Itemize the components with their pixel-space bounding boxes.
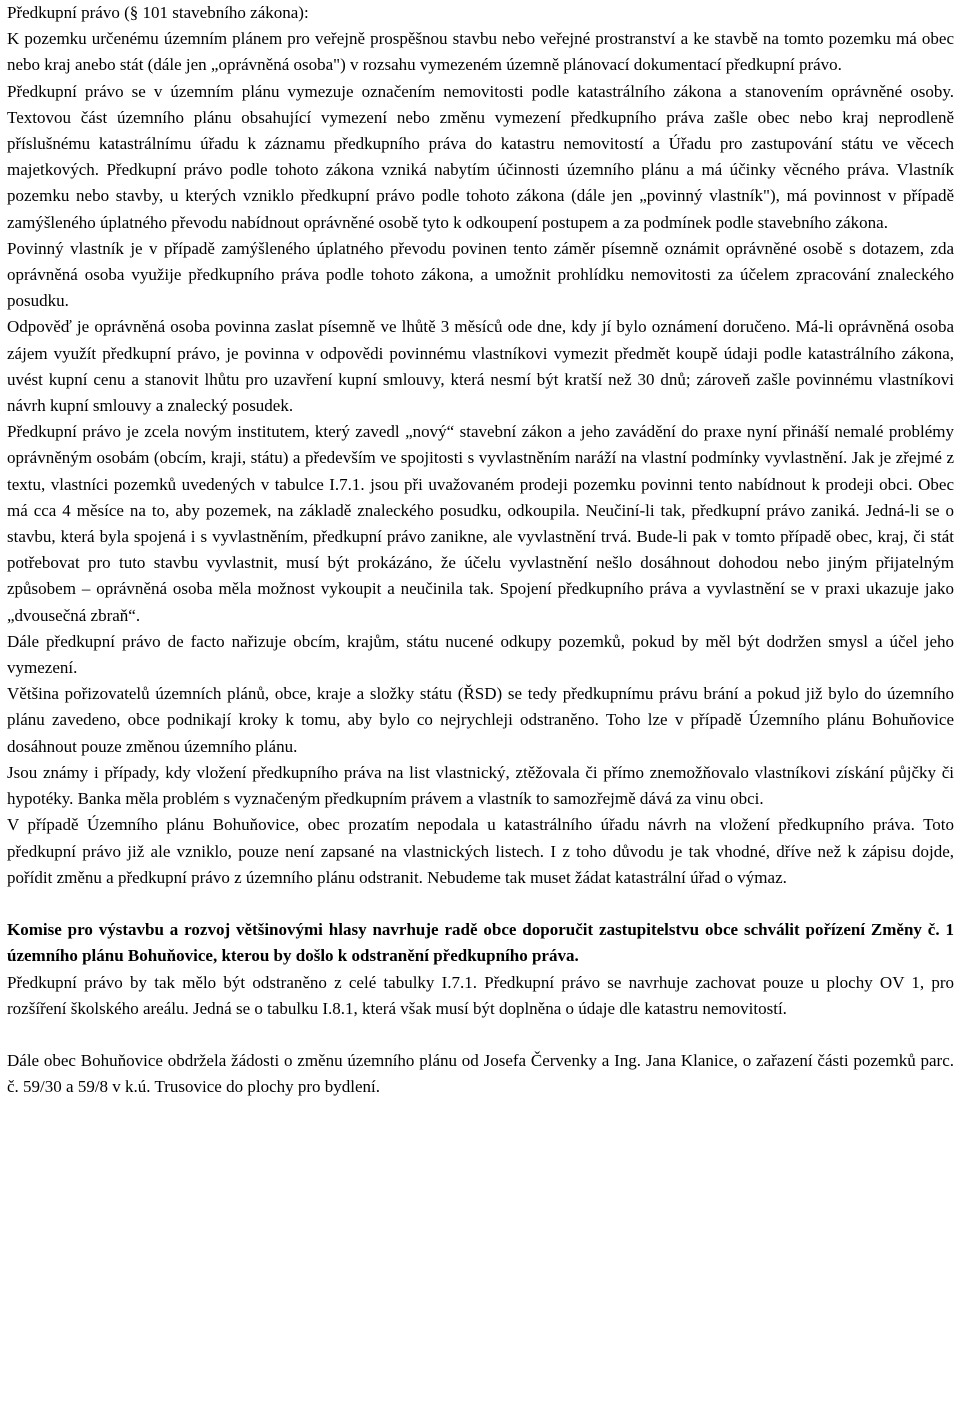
- paragraph-loan-cases: Jsou známy i případy, kdy vložení předkupního práva na list vlastnický, ztěžovala či přímo znemožňovalo vlastníkovi získání půjčky či hypotéky. Banka měla problém s vyznačeným předkupním právem a vlastník to samozřejmě dává za vinu obci.: [7, 762, 954, 809]
- paragraph-gap: [7, 891, 954, 917]
- paragraph-registration: Předkupní právo se v územním plánu vymezuje označením nemovitosti podle katastrálního zákona a stanovením oprávněné osoby. Textovou část územního plánu obsahující vymezení nebo změnu vymezení předkupního práva zašle obec nebo kraj neprodleně příslušnému katastrálnímu úřadu k záznamu předkupního práva do katastru nemovitostí a Úřadu pro zastupování státu ve věcech majetkových. Předkupní právo podle tohoto zákona vzniká nabytím účinnosti územního plánu a má účinky věcného práva. Vlastník pozemku nebo stavby, u kterých vzniklo předkupní právo podle tohoto zákona (dále jen „povinný vlastník"), má povinnost v případě zamýšleného úplatného převodu nabídnout oprávněné osobě tyto k odkoupení postupem a za podmínek podle stavebního zákona.: [7, 81, 954, 232]
- heading-citation: § 101 stavebního zákona):: [129, 3, 309, 22]
- heading-title: Předkupní právo (: [7, 3, 130, 22]
- paragraph-owner-obligation: Povinný vlastník je v případě zamýšleného úplatného převodu povinen tento záměr písemně oznámit oprávněné osobě s dotazem, zda oprávněná osoba využije předkupního práva podle tohoto zákona, a umožnit prohlídku nemovitosti za účelem zpracování znaleckého posudku.: [7, 238, 954, 311]
- paragraph-definition: K pozemku určenému územním plánem pro veřejně prospěšnou stavbu nebo veřejné prostranství a ke stavbě na tomto pozemku má obec nebo kraj anebo stát (dále jen „oprávněná osoba") v rozsahu vymezeném územně plánovací dokumentací předkupní právo.: [7, 29, 954, 75]
- paragraph-bohunovice-case: V případě Územního plánu Bohuňovice, obec prozatím nepodala u katastrálního úřadu návrh na vložení předkupního práva. Toto předkupní právo již ale vzniklo, pouze není zapsané na vlastnických listech. I z toho důvodu je tak vhodné, dříve než k zápisu dojde, pořídit změnu a předkupní právo z územního plánu odstranit. Nebudeme tak muset žádat katastrální úřad o výmaz.: [7, 815, 954, 887]
- paragraph-table-removal: Předkupní právo by tak mělo být odstraněno z celé tabulky I.7.1. Předkupní právo se navrhuje zachovat pouze u plochy OV 1, pro rozšíření školského areálu. Jedná se o tabulku I.8.1, která však musí být doplněna o údaje dle katastru nemovitostí.: [7, 972, 954, 1018]
- committee-recommendation: Komise pro výstavbu a rozvoj většinovými hlasy navrhuje radě obce doporučit zastupitelstvu obce schválit pořízení Změny č. 1 územního plánu Bohuňovice, kterou by došlo k odstranění předkupního práva.: [7, 920, 954, 966]
- section-heading: [7, 0, 954, 26]
- paragraph-new-institute: Předkupní právo je zcela novým institutem, který zavedl „nový“ stavební zákon a jeho zavádění do praxe nyní přináší nemalé problémy oprávněným osobám (obcím, kraji, státu) a především ve spojitosti s vyvlastněním naráží na vlastní podmínky vyvlastnění. Jak je zřejmé z textu, vlastníci pozemků uvedených v tabulce I.7.1. jsou při uvažovaném prodeji pozemku povinni tento nabídnout k prodeji obci. Obec má cca 4 měsíce na to, aby pozemek, na základě znaleckého posudku, odkoupila. Neučiní-li tak, předkupní právo zaniká. Jedná-li se o stavbu, která byla spojená i s vyvlastněním, předkupní právo zanikne, ale vyvlastnění trvá. Bude-li pak v tomto případě obec, kraj, či stát potřebovat pro tuto stavbu vyvlastnit, musí být prokázáno, že účelu vyvlastnění nešlo dosáhnout dohodou nebo jiným přijatelným způsobem – oprávněná osoba měla možnost vykoupit a neučinila tak. Spojení předkupního práva a vyvlastnění se v praxi ukazuje jako „dvousečná zbraň“.: [7, 422, 954, 625]
- paragraph-change-requests: Dále obec Bohuňovice obdržela žádosti o změnu územního plánu od Josefa Červenky a Ing. Jana Klanice, o zařazení části pozemků parc. č. 59/30 a 59/8 v k.ú. Trusovice do plochy pro bydlení.: [7, 1051, 954, 1097]
- paragraph-planners-resist: Většina pořizovatelů územních plánů, obce, kraje a složky státu (ŘSD) se tedy předkupnímu právu brání a pokud již bylo do územního plánu zavedeno, obce podnikají kroky k tomu, aby bylo co nejrychleji odstraněno. Toho lze v případě Územního plánu Bohuňovice dosáhnout pouze změnou územního plánu.: [7, 684, 954, 756]
- paragraph-response-deadline: Odpověď je oprávněná osoba povinna zaslat písemně ve lhůtě 3 měsíců ode dne, kdy jí bylo oznámení doručeno. Má-li oprávněná osoba zájem využít předkupní právo, je povinna v odpovědi povinnému vlastníkovi vymezit předmět koupě údaji podle katastrálního zákona, uvést kupní cenu a stanovit lhůtu pro uzavření kupní smlouvy, která nesmí být kratší než 30 dnů; zároveň zašle povinnému vlastníkovi návrh kupní smlouvy a znalecký posudek.: [7, 317, 954, 416]
- paragraph-gap: [7, 1022, 954, 1048]
- paragraph-forced-purchase: Dále předkupní právo de facto nařizuje obcím, krajům, státu nucené odkupy pozemků, pokud by měl být dodržen smysl a účel jeho vymezení.: [7, 631, 954, 678]
